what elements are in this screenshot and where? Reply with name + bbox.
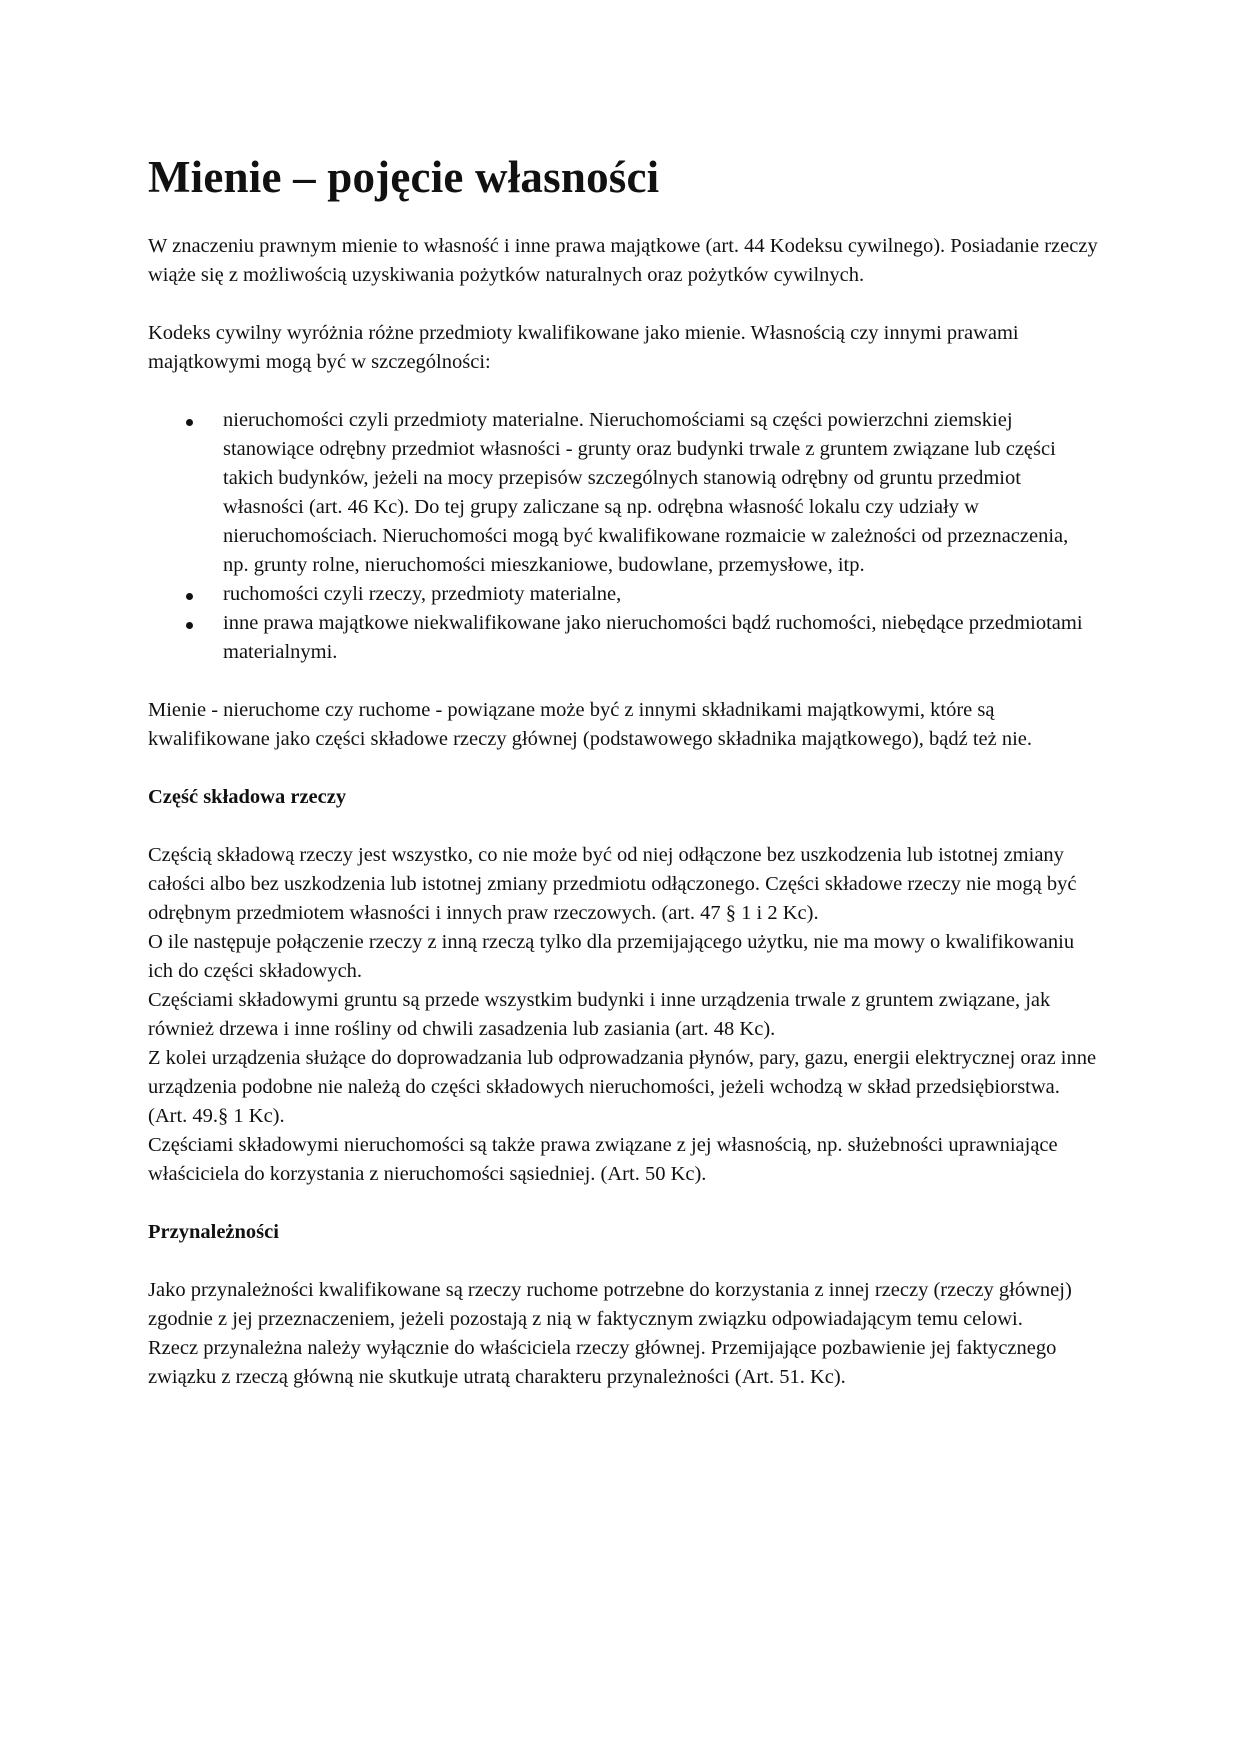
spacer [148, 667, 1098, 696]
spacer [148, 812, 1098, 841]
section1-paragraph: Z kolei urządzenia służące do doprowadzania lub odprowadzania płynów, pary, gazu, energii elektrycznej oraz inne urządzenia podobne nie należą do części składowych nieruchomości, jeżeli wchodzą w skład przedsiębiorstwa. (Art. 49.§ 1 Kc). [148, 1047, 1097, 1127]
list-item [148, 580, 1098, 609]
spacer [148, 1189, 1098, 1218]
bullet-icon [186, 622, 193, 629]
list-item-text: ruchomości czyli rzeczy, przedmioty materialne, [223, 583, 622, 605]
mienie-types-list [148, 406, 1098, 667]
section2-paragraph: Jako przynależności kwalifikowane są rzeczy ruchome potrzebne do korzystania z innej rzeczy (rzeczy głównej) zgodnie z jej przeznaczeniem, jeżeli pozostają z nią w faktycznym związku odpowiadającym temu celowi. [148, 1279, 1072, 1330]
spacer [148, 377, 1098, 406]
intro-paragraph: W znaczeniu prawnym mienie to własność i inne prawa majątkowe (art. 44 Kodeksu cywilnego). Posiadanie rzeczy wiąże się z możliwością uzyskiwania pożytków naturalnych oraz pożytków cywilnych. [148, 235, 1098, 286]
list-item-text: inne prawa majątkowe niekwalifikowane jako nieruchomości bądź ruchomości, niebędące przedmiotami materialnymi. [223, 612, 1083, 663]
mienie-paragraph: Mienie - nieruchome czy ruchome - powiązane może być z innymi składnikami majątkowymi, które są kwalifikowane jako części składowe rzeczy głównej (podstawowego składnika majątkowego), bądź też nie. [148, 699, 1033, 750]
page-title: Mienie – pojęcie własności [148, 152, 660, 202]
section-heading-czesc-skladowa: Część składowa rzeczy [148, 786, 347, 808]
section-heading-przynaleznosci: Przynależności [148, 1221, 279, 1243]
spacer [148, 754, 1098, 783]
list-item [148, 406, 1098, 580]
section2-paragraph: Rzecz przynależna należy wyłącznie do właściciela rzeczy głównej. Przemijające pozbawienie jej faktycznego związku z rzeczą główną nie skutkuje utratą charakteru przynależności (Art. 51. Kc). [148, 1337, 1057, 1388]
bullet-icon [186, 593, 193, 600]
document-page [148, 150, 1098, 1392]
spacer [148, 290, 1098, 319]
list-item [148, 609, 1098, 667]
section1-paragraph: Częściami składowymi gruntu są przede wszystkim budynki i inne urządzenia trwale z gruntem związane, jak również drzewa i inne rośliny od chwili zasadzenia lub zasiania (art. 48 Kc). [148, 989, 1051, 1040]
section1-paragraph: O ile następuje połączenie rzeczy z inną rzeczą tylko dla przemijającego użytku, nie ma mowy o kwalifikowaniu ich do części składowych. [148, 931, 1075, 982]
kodeks-paragraph: Kodeks cywilny wyróżnia różne przedmioty kwalifikowane jako mienie. Własnością czy innymi prawami majątkowymi mogą być w szczególności: [148, 322, 1019, 373]
spacer [148, 1247, 1098, 1276]
bullet-icon [186, 419, 193, 426]
section1-paragraph: Częścią składową rzeczy jest wszystko, co nie może być od niej odłączone bez uszkodzenia lub istotnej zmiany całości albo bez uszkodzenia lub istotnej zmiany przedmiotu odłączonego. Części składowe rzeczy nie mogą być odrębnym przedmiotem własności i innych praw rzeczowych. (art. 47 § 1 i 2 Kc). [148, 844, 1077, 924]
section1-paragraph: Częściami składowymi nieruchomości są także prawa związane z jej własnością, np. służebności uprawniające właściciela do korzystania z nieruchomości sąsiedniej. (Art. 50 Kc). [148, 1134, 1058, 1185]
list-item-text: nieruchomości czyli przedmioty materialne. Nieruchomościami są części powierzchni ziemskiej stanowiące odrębny przedmiot własności - grunty oraz budynki trwale z gruntem związane lub części takich budynków, jeżeli na mocy przepisów szczególnych stanowią odrębny od gruntu przedmiot własności (art. 46 Kc). Do tej grupy zaliczane są np. odrębna własność lokalu czy udziały w nieruchomościach. Nieruchomości mogą być kwalifikowane rozmaicie w zależności od przeznaczenia, np. grunty rolne, nieruchomości mieszkaniowe, budowlane, przemysłowe, itp. [223, 409, 1069, 576]
